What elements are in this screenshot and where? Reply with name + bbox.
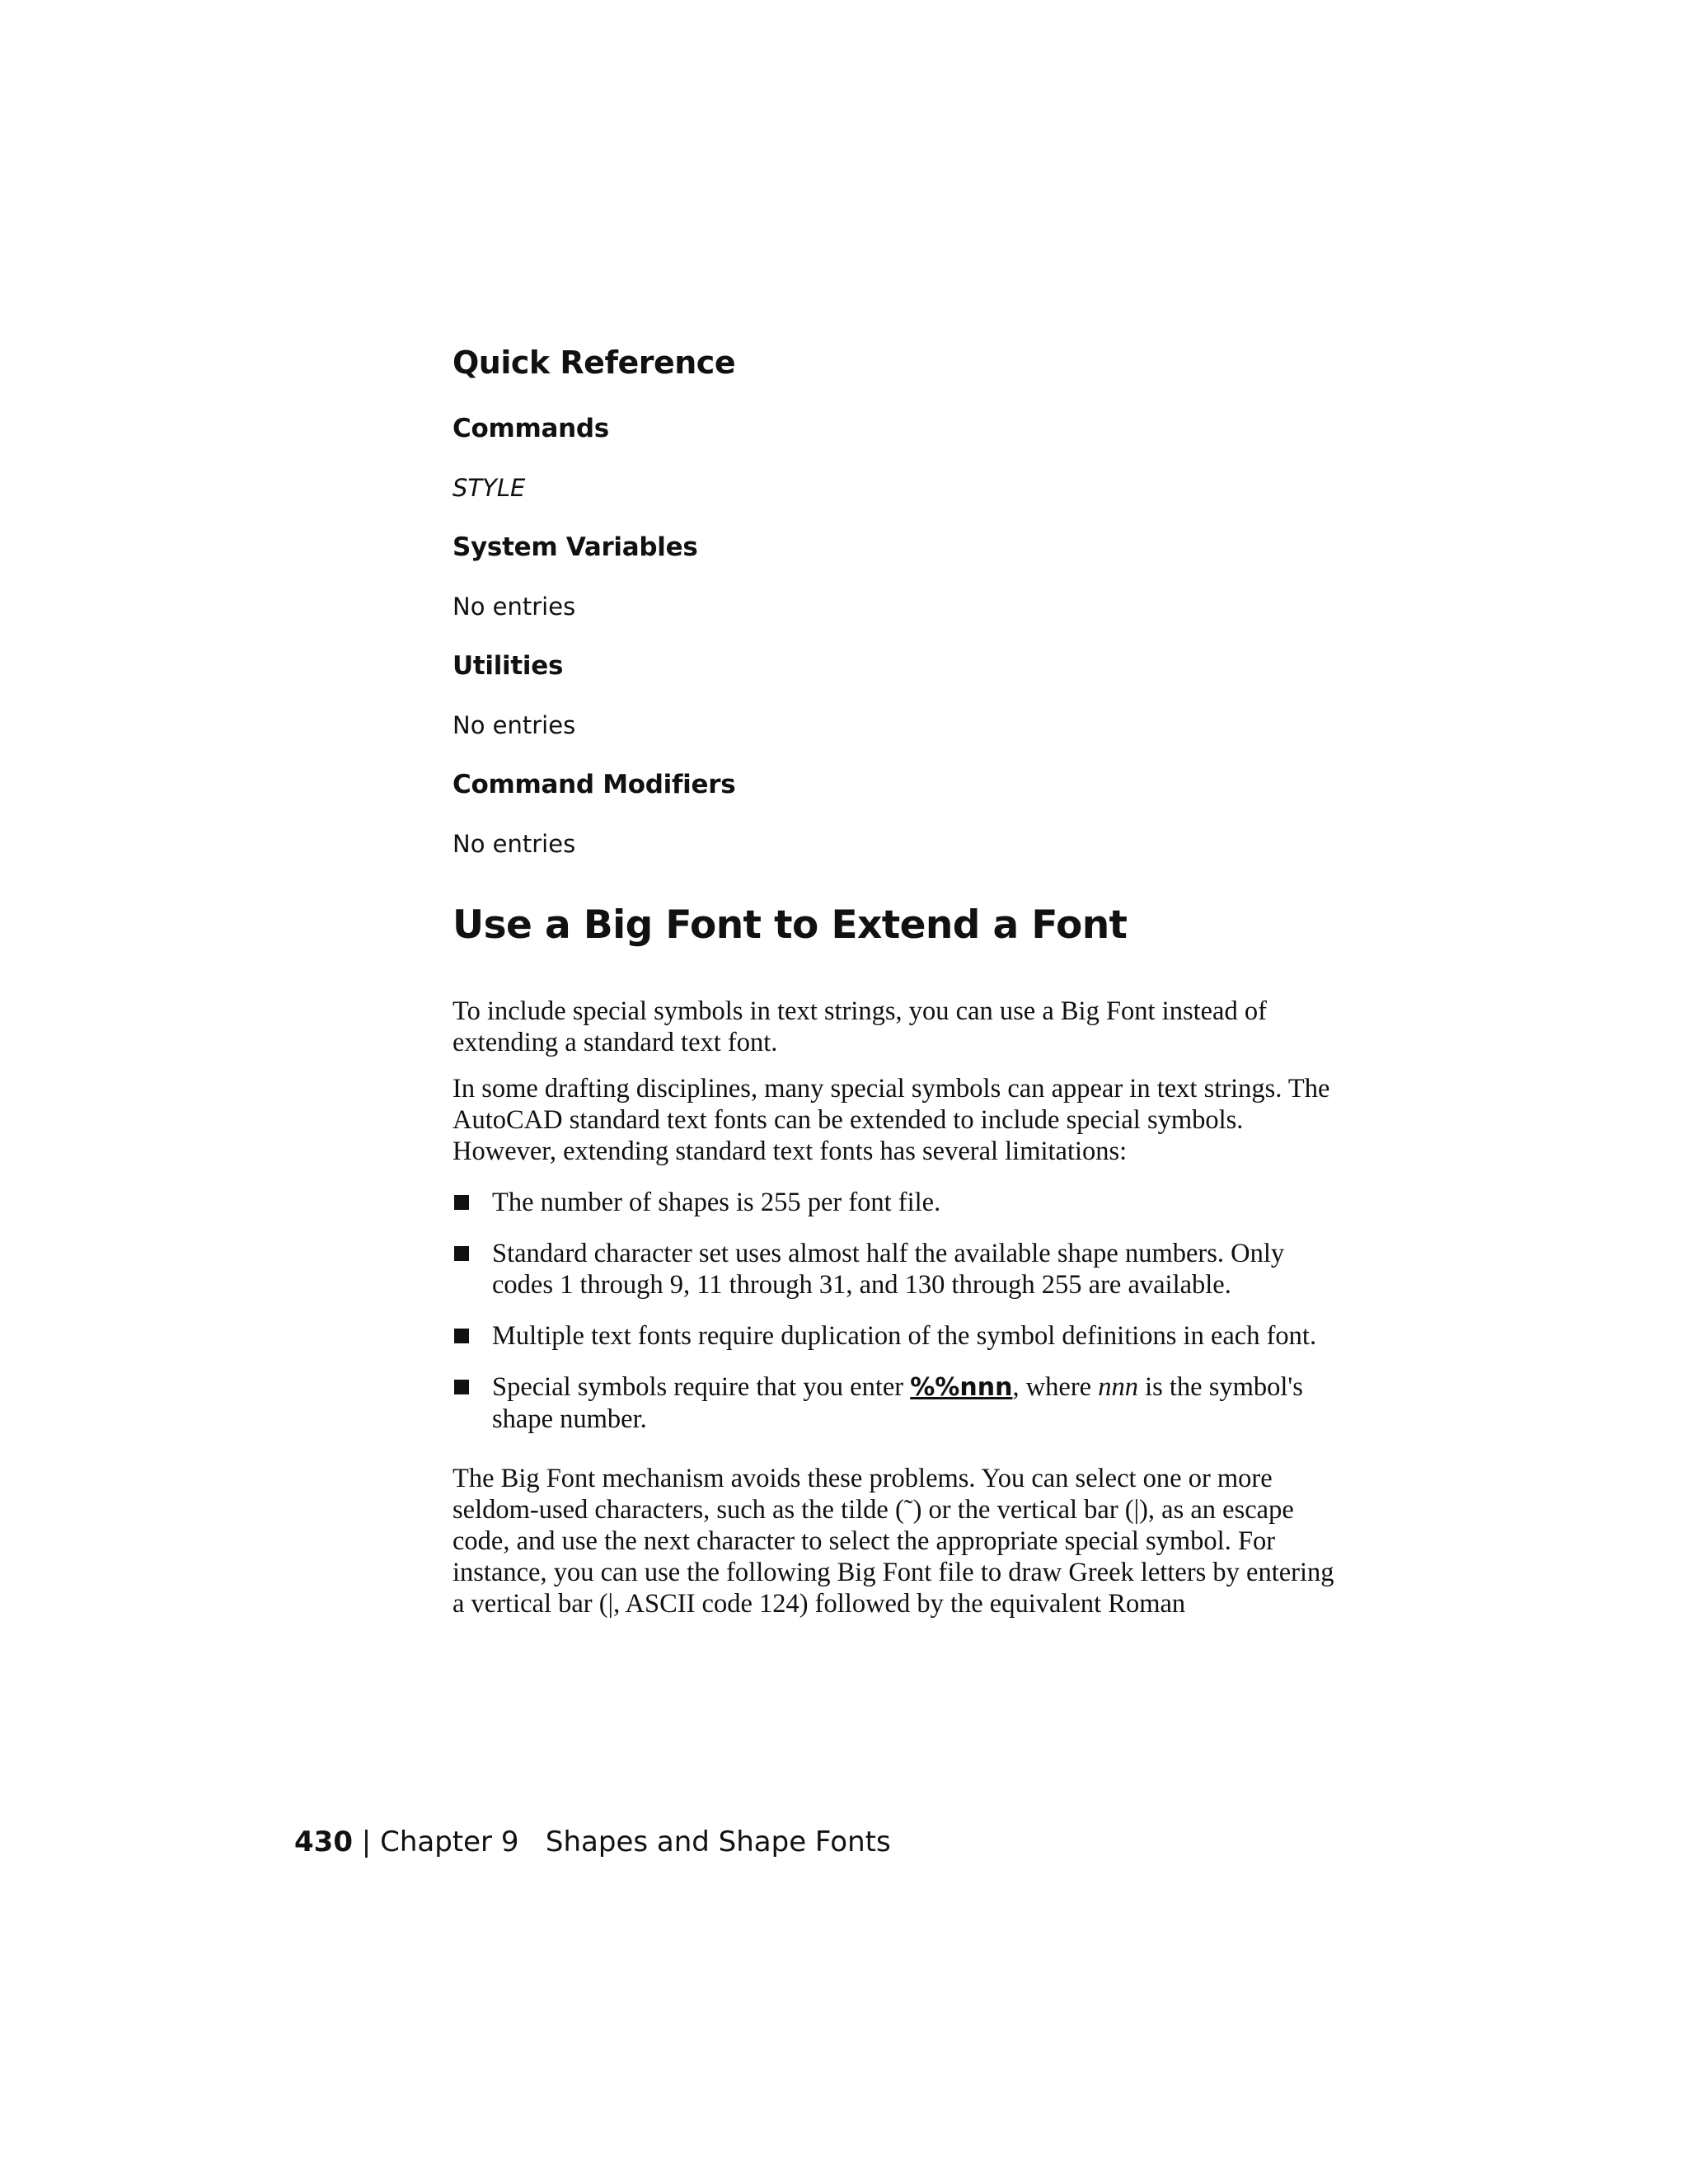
- square-bullet-icon: [454, 1380, 469, 1394]
- commands-entry: STYLE: [452, 474, 526, 502]
- paragraph-limitations: In some drafting disciplines, many special symbols can appear in text strings. The AutoCAD standard text fonts can be extended to include special symbols. However, extending standard text fonts has several limitations:: [452, 1074, 1330, 1166]
- list-item-text: Standard character set uses almost half the available shape numbers. Only codes 1 through 9, 11 through 31, and 130 through 255 are available.: [492, 1239, 1285, 1300]
- list-item: [452, 1320, 1351, 1352]
- page-footer: [294, 1821, 891, 1863]
- list-item-text-pre: Special symbols require that you enter: [492, 1372, 911, 1402]
- utilities-heading: Utilities: [452, 651, 564, 681]
- list-item: [452, 1238, 1351, 1301]
- list-item-text: Multiple text fonts require duplication of the symbol definitions in each font.: [492, 1321, 1317, 1351]
- commands-heading: Commands: [452, 414, 609, 443]
- list-item-text-mid: , where: [1012, 1372, 1099, 1402]
- list-item-text: The number of shapes is 255 per font file.: [492, 1188, 941, 1217]
- command-modifiers-entry: No entries: [452, 830, 576, 858]
- square-bullet-icon: [454, 1329, 469, 1343]
- footer-separator: |: [361, 1825, 372, 1858]
- page-content: [452, 338, 1351, 1619]
- square-bullet-icon: [454, 1246, 469, 1261]
- chapter-title: Shapes and Shape Fonts: [545, 1825, 891, 1858]
- variable-name: nnn: [1098, 1372, 1138, 1402]
- code-link[interactable]: %%nnn: [910, 1373, 1013, 1402]
- section-title: Use a Big Font to Extend a Font: [452, 902, 1128, 948]
- system-variables-entry: No entries: [452, 593, 576, 621]
- utilities-entry: No entries: [452, 711, 576, 739]
- list-item: [452, 1371, 1351, 1435]
- quick-reference-title: Quick Reference: [452, 344, 736, 381]
- square-bullet-icon: [454, 1195, 469, 1210]
- page-number: 430: [294, 1825, 353, 1858]
- list-item: [452, 1187, 1351, 1218]
- chapter-label: Chapter 9: [380, 1825, 519, 1858]
- limitations-list: [452, 1187, 1351, 1435]
- list-item-text-post: is the symbol's shape number.: [492, 1372, 1303, 1434]
- system-variables-heading: System Variables: [452, 532, 698, 562]
- command-modifiers-heading: Command Modifiers: [452, 770, 736, 799]
- paragraph-big-font: The Big Font mechanism avoids these problems. You can select one or more seldom-used characters, such as the tilde (˜) or the vertical bar (|), as an escape code, and use the next character to select the appropriate special symbol. For instance, you can use the following Big Font file to draw Greek letters by entering a vertical bar (|, ASCII code 124) followed by the equivalent Roman: [452, 1464, 1334, 1619]
- paragraph-intro: To include special symbols in text strings, you can use a Big Font instead of extending a standard text font.: [452, 996, 1267, 1057]
